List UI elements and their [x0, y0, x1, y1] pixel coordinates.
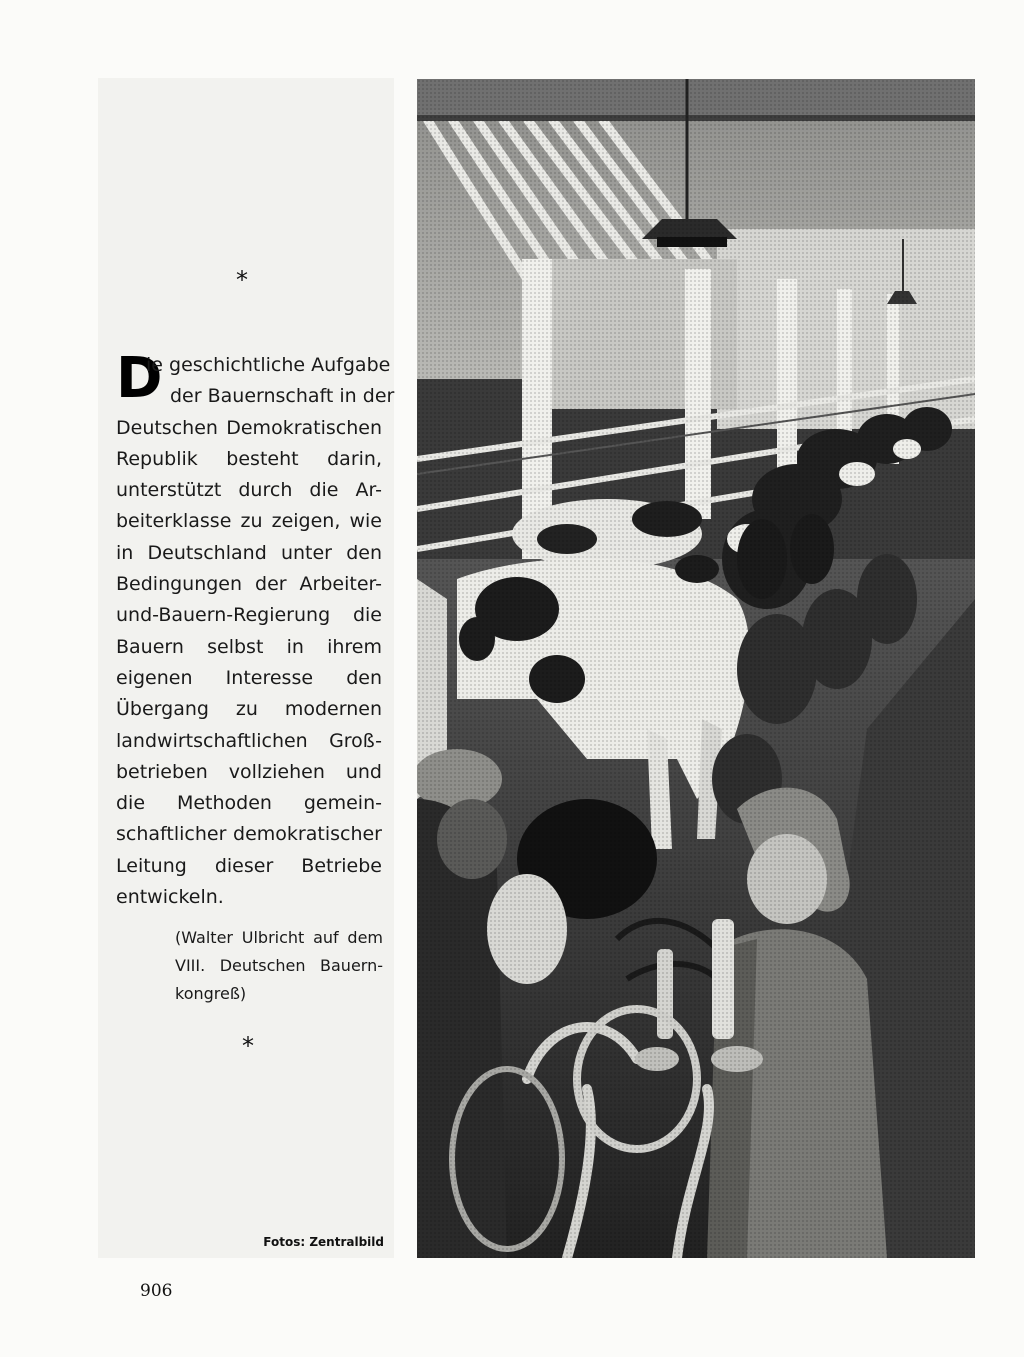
quote-paragraph	[116, 346, 395, 913]
quote-line: Republik besteht darin,	[116, 447, 382, 470]
attribution-line: (Walter Ulbricht auf dem	[175, 928, 383, 947]
quote-line: die Methoden gemein-	[116, 792, 382, 815]
quote-line: entwickeln.	[116, 886, 224, 909]
photo-credit: Fotos: Zentralbild	[263, 1235, 384, 1249]
attribution-line: kongreß)	[175, 984, 247, 1003]
drop-cap: D	[116, 346, 163, 411]
quote-line: landwirtschaftlichen Groß-	[116, 729, 382, 752]
quote-line: Leitung dieser Betriebe	[116, 854, 382, 877]
ornament-star-bottom: *	[242, 1032, 254, 1060]
photo-cow-barn-milking	[417, 79, 975, 1258]
quote-line: betrieben vollziehen und	[116, 760, 382, 783]
quote-line: unterstützt durch die Ar-	[116, 479, 382, 502]
quote-line: und-Bauern-Regierung die	[116, 604, 382, 627]
quote-line: eigenen Interesse den	[116, 666, 382, 689]
quote-line: Bauern selbst in ihrem	[116, 635, 382, 658]
quote-line: der Bauernschaft in der	[170, 385, 395, 408]
quote-attribution	[175, 924, 383, 1008]
quote-line: Übergang zu modernen	[116, 698, 382, 721]
page-number: 906	[140, 1281, 173, 1301]
quote-line: ie geschichtliche Aufgabe	[146, 354, 391, 376]
quote-line: beiterklasse zu zeigen, wie	[116, 510, 382, 533]
ornament-star-top: *	[236, 266, 248, 294]
quote-line: schaftlicher demokratischer	[116, 823, 382, 846]
quote-line: Deutschen Demokratischen	[116, 416, 382, 439]
attribution-line: VIII. Deutschen Bauern-	[175, 956, 383, 975]
quote-line: Bedingungen der Arbeiter-	[116, 573, 382, 596]
quote-line: in Deutschland unter den	[116, 541, 382, 564]
